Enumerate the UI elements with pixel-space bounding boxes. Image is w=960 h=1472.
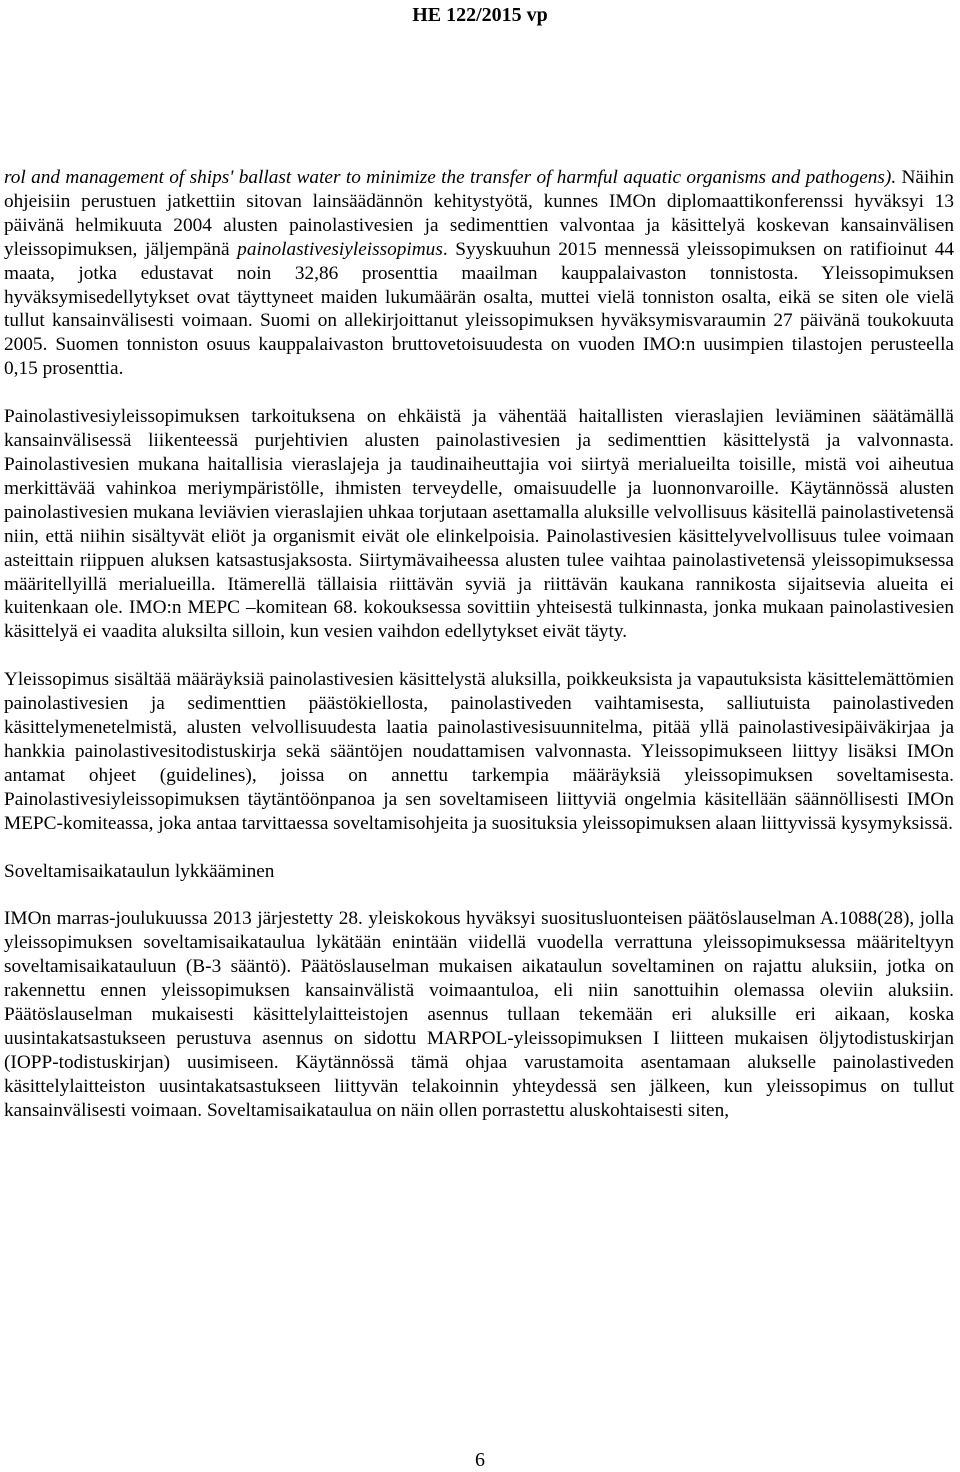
paragraph-schedule: IMOn marras-joulukuussa 2013 järjestetty 28. yleiskokous hyväksyi suositusluonteisen päätöslauselman A.1088(28), jolla yleissopimuksen soveltamisaikataulua lykätään enintään viidellä vuodella verrattuna yleissopimuksessa määriteltyyn soveltamisaikatauluun (B-3 sääntö). Päätöslauselman mukaisen aikataulun soveltaminen on rajattu aluksiin, jotka on rakennettu ennen yleissopimuksen kansainvälistä voimaantuloa, eli niin sanottuihin olemassa oleviin aluksiin. Päätöslauselman mukaisesti käsittelylaitteistojen asennus tullaan tekemään eri aluksille eri aikaan, koska uusintakatsastukseen perustuva asennus on sidottu MARPOL-yleissopimuksen I liitteen mukaisen öljytodistuskirjan (IOPP-todistuskirjan) uusimiseen. Käytännössä tämä ohjaa varustamoita asentamaan alukselle painolastiveden käsittelylaitteiston uusintakatsastukseen liittyvän telakoinnin yhteydessä sen jälkeen, kun yleissopimus on tullut kansainvälisesti voimaan. Soveltamisaikataulua on näin ollen porrastettu aluskohtaisesti siten,: [4, 908, 954, 1121]
document-body: [4, 166, 954, 1123]
italic-convention-term: painolastivesiyleissopimus: [237, 238, 443, 260]
italic-english-title-tail: rol and management of ships' ballast water to minimize the transfer of harmful aquatic organisms and pathogens).: [4, 167, 897, 188]
page-number: 6: [475, 1449, 485, 1471]
paragraph-text: . Syyskuuhun 2015 mennessä yleissopimuksen on ratifioinut 44 maata, jotka edustavat noin 32,86 prosenttia maailman kauppalaivaston tonnistosta. Yleissopimuksen hyväksymisedellytykset ovat täyttyneet maiden lukumäärän osalta, muttei vielä tonniston osalta, eikä se siten ole vielä tullut kansainvälisesti voimaan. Suomi on allekirjoittanut yleissopimuksen hyväksymisvaraumin 27 päivänä toukokuuta 2005. Suomen tonniston osuus kauppalaivaston bruttovetoisuudesta on vuoden IMO:n uusimpien tilastojen perusteella 0,15 prosenttia.: [4, 238, 954, 380]
paragraph-text: Näihin ohjeisiin perustuen jatkettiin sitovan lainsäädännön kehitystyötä, kunnes IMOn diplomaattikonferenssi hyväksyi 13 päivänä helmikuuta 2004 alusten painolastivesien ja sedimenttien valvontaa ja käsittelyä koskevan kansainvälisen yleissopimuksen, jäljempänä: [4, 167, 954, 260]
paragraph-provisions: Yleissopimus sisältää määräyksiä painolastivesien käsittelystä aluksilla, poikkeuksista ja vapautuksista käsittelemättömien painolastivesien ja sedimenttien päästökiellosta, painolastiveden vaihtamisesta, salliutuista painolastiveden käsittelymenetelmistä, alusten velvollisuudesta laatia painolastivesisuunnitelma, pitää yllä painolastivesipäiväkirjaa ja hankkia painolastivesitodistuskirja sekä sääntöjen noudattamisen valvonnasta. Yleissopimukseen liittyy lisäksi IMOn antamat ohjeet (guidelines), joissa on annettu tarkempia määräyksiä yleissopimuksen soveltamisesta. Painolastivesiyleissopimuksen täytäntöönpanoa ja sen soveltamiseen liittyviä ongelmia käsitellään säännöllisesti IMOn MEPC-komiteassa, joka antaa tarvittaessa soveltamisohjeita ja suosituksia yleissopimuksen alaan liittyvissä kysymyksissä.: [4, 669, 954, 834]
document-header: HE 122/2015 vp: [412, 4, 548, 26]
paragraph-purpose: Painolastivesiyleissopimuksen tarkoituksena on ehkäistä ja vähentää haitallisten vieraslajien leviäminen säätämällä kansainvälisessä liikenteessä purjehtivien alusten painolastivesien ja sedimenttien käsittelystä ja valvonnasta. Painolastivesien mukana haitallisia vieraslajeja ja taudinaiheuttajia voi siirtyä merialueilta toisille, mistä voi aiheutua merkittävää vahinkoa meriympäristölle, ihmisten terveydelle, omaisuudelle ja luonnonvaroille. Käytännössä alusten painolastivesien mukana leviävien vieraslajien uhkaa torjutaan asettamalla aluksille velvollisuus käsitellä painolastivetensä niin, että niihin sisältyvät eliöt ja organismit eivät ole elinkelpoisia. Painolastivesien käsittelyvelvollisuus tulee voimaan asteittain riippuen aluksen katsastusjaksosta. Siirtymävaiheessa alusten tulee vaihtaa painolastivetensä yleissopimuksessa määritellyillä merialueilla. Itämerellä tällaisia riittävän syviä ja riittävän kaukana rannikosta sijaitsevia alueita ei kuitenkaan ole. IMO:n MEPC –komitean 68. kokouksessa sovittiin yhteisestä tulkinnasta, jonka mukaan painolastivesien käsittelyä ei vaadita aluksilta silloin, kun vesien vaihdon edellytykset eivät täyty.: [4, 406, 954, 643]
paragraph-ratification: [4, 166, 954, 381]
section-heading: Soveltamisaikataulun lykkääminen: [4, 860, 275, 882]
